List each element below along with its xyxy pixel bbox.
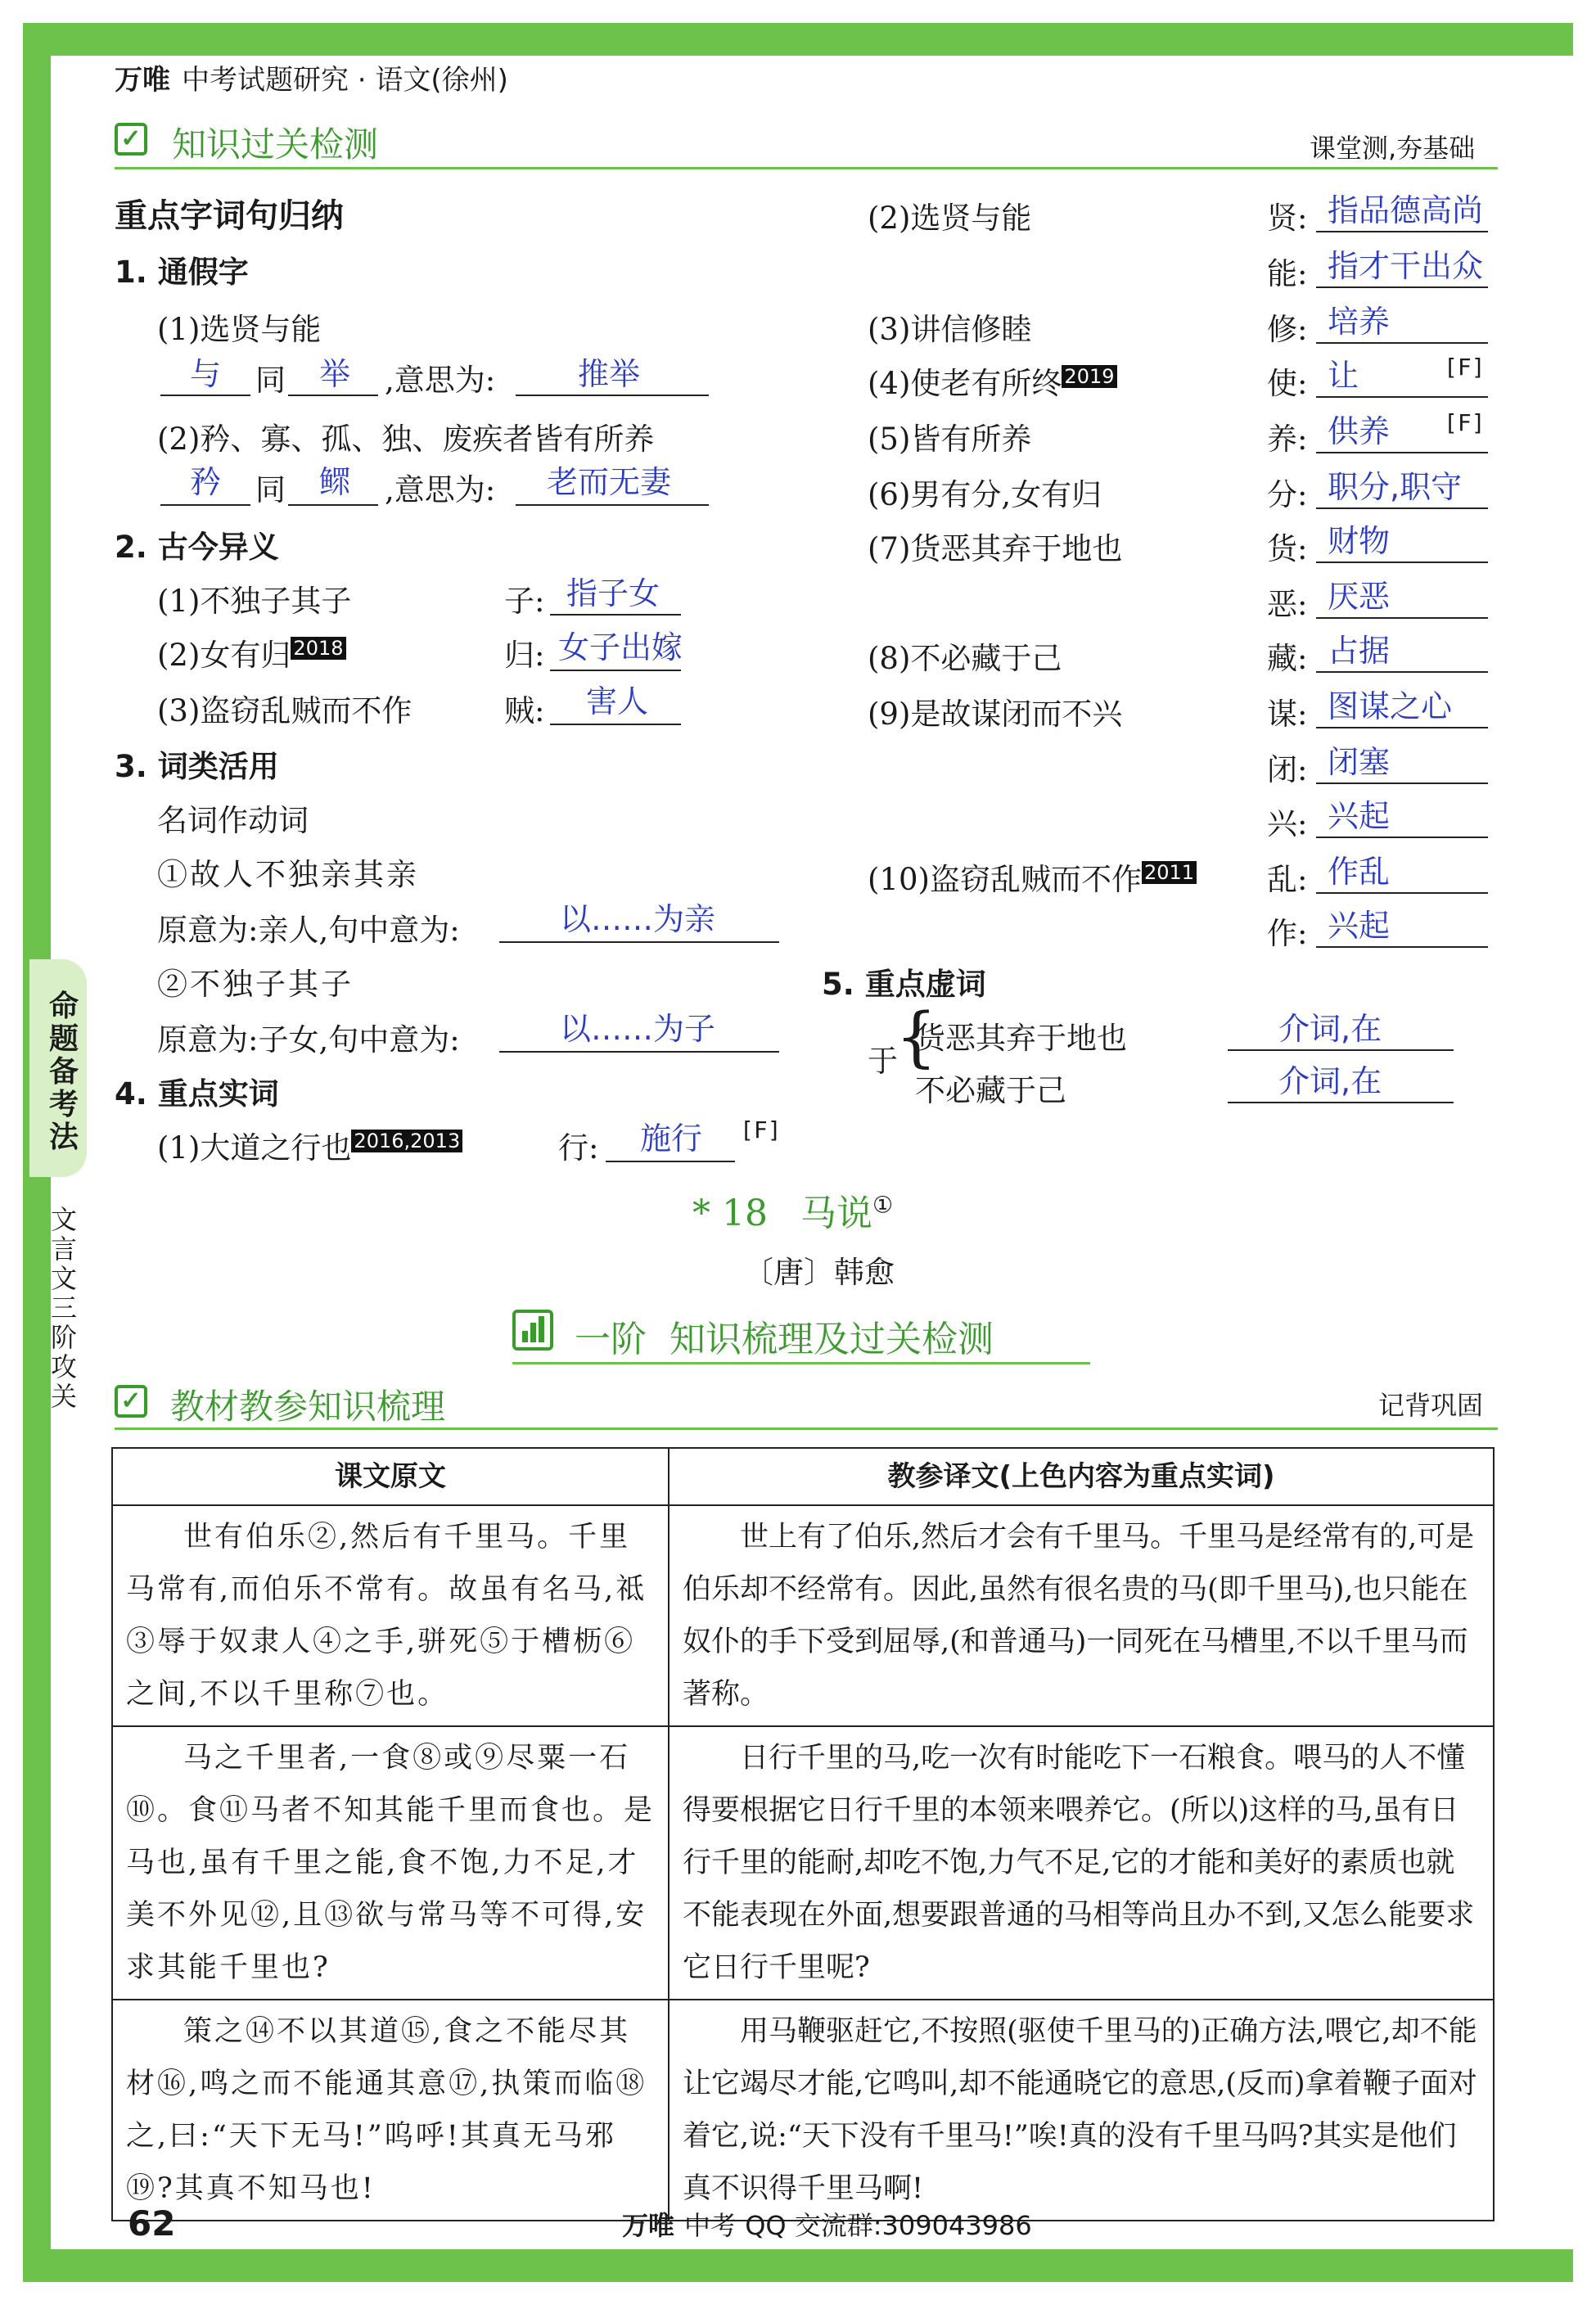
right-item-key: 货: xyxy=(1267,531,1308,566)
page-frame-bottom xyxy=(23,2249,1573,2282)
s5-heading: 5. 重点虚词 xyxy=(822,967,986,1002)
right-item-text: (2)选贤与能 xyxy=(868,201,1032,236)
right-item-text: (3)讲信修睦 xyxy=(868,312,1032,347)
flag-mark: [F] xyxy=(1444,354,1486,381)
stage-title: 一阶 知识梳理及过关检测 xyxy=(575,1319,994,1360)
table-row: 马之千里者,一食⑧或⑨尽粟一石⑩。食⑪马者不知其能千里而食也。是马也,虽有千里之能,食不饱,力不足,才美不外见⑫,且⑬欲与常马等不可得,安求其能千里也? 日行千里的马,吃一次有时能吃下一石粮食。喂马的人不懂得要根据它日行千里的本领来喂养它。(所以)这样的马,虽有日行千里的能耐,却吃不饱,力气不足,它的才能和美好的素质也就不能表现在外面,想要跟普通的马相等尚且办不到,又怎么能要求它日行千里呢? xyxy=(112,1726,1494,2000)
brand-logo: 万唯 xyxy=(115,64,170,97)
table-row: 世有伯乐②,然后有千里马。千里马常有,而伯乐不常有。故虽有名马,祗③辱于奴隶人④之手,骈死⑤于槽枥⑥之间,不以千里称⑦也。 世上有了伯乐,然后才会有千里马。千里马是经常有的,可是伯乐却不经常有。因此,虽然有很名贵的马(即千里马),也只能在奴仆的手下受到屈辱,(和普通马)一同死在马槽里,不以千里马而著称。 xyxy=(112,1505,1494,1726)
bar-chart-icon xyxy=(512,1310,553,1351)
right-item-key: 藏: xyxy=(1267,641,1308,676)
right-item-text: (7)货恶其弃于地也 xyxy=(868,531,1123,566)
section-title-textbook: 教材教参知识梳理 xyxy=(170,1387,446,1427)
section-divider xyxy=(115,167,1498,169)
right-item-key: 能: xyxy=(1267,256,1308,291)
right-item-key: 乱: xyxy=(1267,862,1308,897)
right-item-answer: 闭塞 xyxy=(1328,744,1391,780)
right-item-key: 谋: xyxy=(1267,697,1308,732)
right-item-key: 养: xyxy=(1267,422,1308,457)
right-item-answer: 指品德高尚 xyxy=(1328,192,1484,228)
right-item-key: 闭: xyxy=(1267,752,1308,787)
s1-item1: (1)选贤与能 xyxy=(157,312,322,347)
running-header xyxy=(115,57,508,97)
right-item-key: 修: xyxy=(1267,312,1308,347)
right-item-text: (6)男有分,女有归 xyxy=(868,477,1102,512)
right-item-text: (4)使老有所终 $^{2019}$ xyxy=(868,359,1117,403)
side-tab-label: 命 题 备 考 法 xyxy=(48,990,79,1154)
right-item-answer: 让 xyxy=(1328,358,1359,394)
s1-i1-answer-b: 举 xyxy=(319,356,351,392)
col-header-translation: 教参译文(上色内容为重点实词) xyxy=(669,1448,1494,1505)
right-item-answer: 指才干出众 xyxy=(1328,248,1484,284)
right-item-key: 作: xyxy=(1267,916,1308,951)
right-item-answer: 培养 xyxy=(1328,304,1391,340)
lesson-author: 〔唐〕韩愈 xyxy=(743,1255,895,1290)
lesson-title: * 18 马说① xyxy=(692,1191,894,1234)
right-item-key: 分: xyxy=(1267,477,1308,512)
section-title-knowledge-check: 知识过关检测 xyxy=(172,124,379,165)
right-item-text: (10)盗窃乱贼而不作 $^{2011}$ xyxy=(868,855,1197,899)
s1-heading: 1. 通假字 xyxy=(115,255,249,290)
right-item-key: 恶: xyxy=(1267,587,1308,622)
right-item-answer: 兴起 xyxy=(1328,798,1391,834)
right-item-answer: 作乱 xyxy=(1328,854,1391,890)
right-item-answer: 兴起 xyxy=(1328,908,1391,944)
flag-mark: [F] xyxy=(1444,409,1486,436)
right-item-key: 兴: xyxy=(1267,806,1308,841)
right-item-answer: 厌恶 xyxy=(1328,579,1391,615)
col-header-original: 课文原文 xyxy=(112,1448,669,1505)
right-item-text: (9)是故谋闭而不兴 xyxy=(868,697,1123,732)
right-item-key: 使: xyxy=(1267,366,1308,401)
s1-i1-answer-meaning: 推举 xyxy=(578,356,641,392)
right-item-key: 贤: xyxy=(1267,201,1308,236)
side-chapter-label: 文 言 文 三 阶 攻 关 xyxy=(50,1204,77,1412)
page-frame-top xyxy=(23,23,1573,56)
book-title: 中考试题研究 · 语文(徐州) xyxy=(182,64,508,97)
s3-heading: 3. 词类活用 xyxy=(115,749,279,784)
table-row: 策之⑭不以其道⑮,食之不能尽其材⑯,鸣之而不能通其意⑰,执策而临⑱之,曰:“天下无马!”呜呼!其真无马邪⑲?其真不知马也! 用马鞭驱赶它,不按照(驱使千里马的)正确方法,喂它,却不能让它竭尽才能,它鸣叫,却不能通晓它的意思,(反而)拿着鞭子面对着它,说:“天下没有千里马!”唉!真的没有千里马吗?其实是他们真不识得千里马啊! xyxy=(112,2000,1494,2221)
right-item-answer: 职分,职守 xyxy=(1328,469,1463,505)
section-tag: 课堂测,夯基础 xyxy=(1310,133,1476,164)
right-item-text: (5)皆有所养 xyxy=(868,422,1032,457)
check-icon-2: ✓ xyxy=(115,1385,147,1418)
right-item-text: (8)不必藏于己 xyxy=(868,641,1062,676)
s1-item2: (2)矜、寡、孤、独、废疾者皆有所养 xyxy=(157,422,655,457)
s1-i1-answer-a: 与 xyxy=(190,356,222,392)
check-icon: ✓ xyxy=(115,123,147,156)
page-number: 62 xyxy=(128,2203,176,2244)
text-translation-table xyxy=(111,1447,1495,2221)
s4-heading: 4. 重点实词 xyxy=(115,1076,279,1112)
footer-text: 万唯 中考 QQ 交流群:309043986 xyxy=(622,2210,1032,2241)
s2-heading: 2. 古今异义 xyxy=(115,530,279,565)
section-tag-2: 记背巩固 xyxy=(1378,1390,1484,1421)
right-item-answer: 财物 xyxy=(1328,523,1391,559)
right-item-answer: 图谋之心 xyxy=(1328,688,1453,724)
right-item-answer: 占据 xyxy=(1328,633,1391,669)
right-item-answer: 供养 xyxy=(1328,413,1391,449)
heading-key-words: 重点字词句归纳 xyxy=(115,197,344,235)
